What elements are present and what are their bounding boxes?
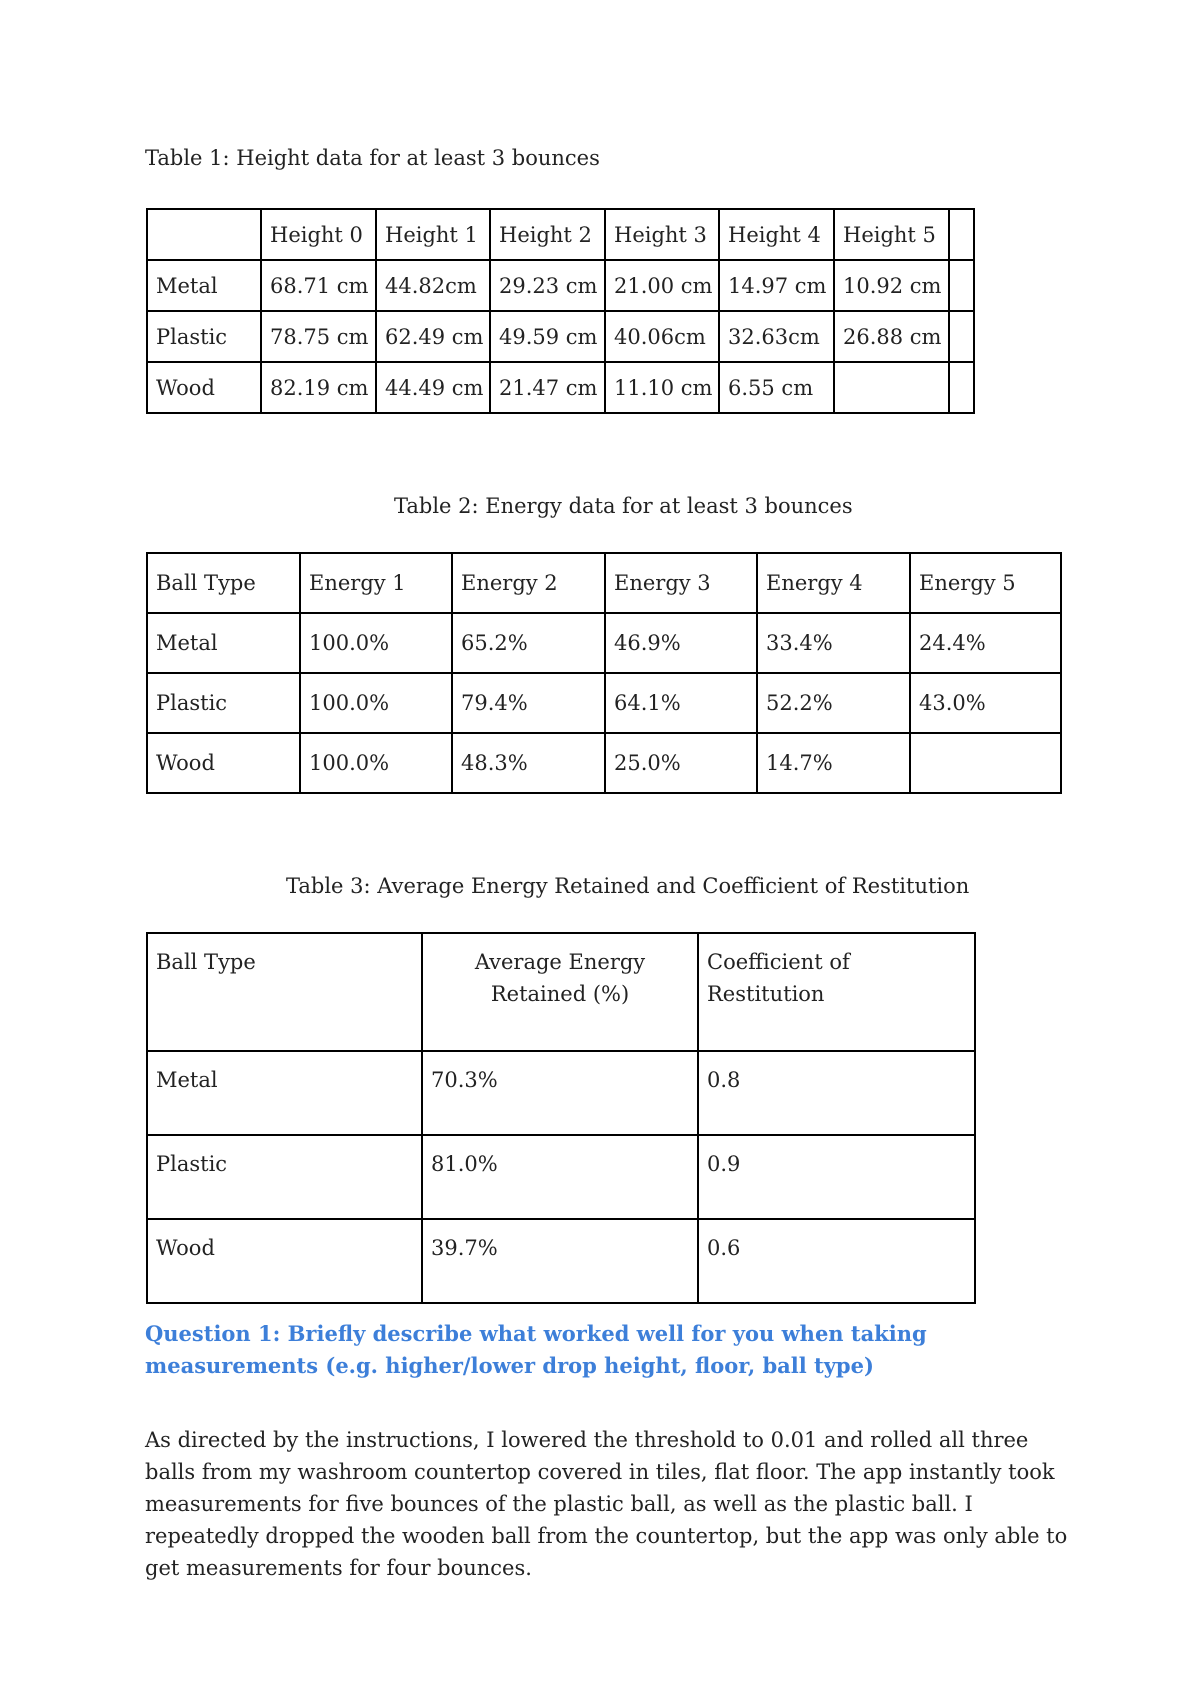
table1-caption: Table 1: Height data for at least 3 bounces: [145, 146, 600, 170]
table-cell: Height 0: [261, 209, 376, 260]
table-cell: 62.49 cm: [376, 311, 490, 362]
table-cell: Metal: [147, 260, 261, 311]
table-cell: 26.88 cm: [834, 311, 949, 362]
table-cell: 65.2%: [452, 613, 605, 673]
table-cell: 33.4%: [757, 613, 910, 673]
table3-body: [147, 933, 975, 1303]
table-header-row: [147, 933, 975, 1051]
table1-body: [147, 209, 974, 413]
table-cell: 44.49 cm: [376, 362, 490, 413]
table-cell: 49.59 cm: [490, 311, 605, 362]
table-cell: 10.92 cm: [834, 260, 949, 311]
table-cell: 39.7%: [422, 1219, 698, 1303]
table-cell: Plastic: [147, 311, 261, 362]
table-cell: 100.0%: [300, 673, 452, 733]
table-cell: Plastic: [147, 1135, 422, 1219]
answer-1: As directed by the instructions, I lowered the threshold to 0.01 and rolled all three balls from my washroom countertop covered in tiles, flat floor. The app instantly took measurements for five bounces of the plastic ball, as well as the plastic ball. I repeatedly dropped the wooden ball from the countertop, but the app was only able to get measurements for four bounces.: [145, 1428, 1068, 1580]
table-cell: Energy 4: [757, 553, 910, 613]
table-cell: 11.10 cm: [605, 362, 719, 413]
energy-data-table: [146, 552, 1062, 794]
table-cell: [949, 260, 974, 311]
table-row: [147, 311, 974, 362]
table-cell: 29.23 cm: [490, 260, 605, 311]
table-cell: 52.2%: [757, 673, 910, 733]
table-row: [147, 1051, 975, 1135]
table-cell: Height 1: [376, 209, 490, 260]
table-cell: Metal: [147, 1051, 422, 1135]
table3-caption: Table 3: Average Energy Retained and Coefficient of Restitution: [286, 874, 970, 898]
table-cell: 70.3%: [422, 1051, 698, 1135]
table-cell: 0.8: [698, 1051, 975, 1135]
table-header-row: [147, 553, 1061, 613]
table-cell: 46.9%: [605, 613, 757, 673]
table-cell: 40.06cm: [605, 311, 719, 362]
table-cell: Wood: [147, 1219, 422, 1303]
table-cell: Height 3: [605, 209, 719, 260]
table-cell: 43.0%: [910, 673, 1061, 733]
table-cell: [834, 362, 949, 413]
table-row: [147, 260, 974, 311]
table-cell: 78.75 cm: [261, 311, 376, 362]
table-cell: Ball Type: [147, 933, 422, 1051]
table-cell: Energy 3: [605, 553, 757, 613]
table-cell: Coefficient of Restitution: [698, 933, 975, 1051]
table-cell: 81.0%: [422, 1135, 698, 1219]
table-cell: [147, 209, 261, 260]
table-cell: 68.71 cm: [261, 260, 376, 311]
table-cell: 0.9: [698, 1135, 975, 1219]
table-cell: 100.0%: [300, 733, 452, 793]
table-cell: Wood: [147, 362, 261, 413]
table-row: [147, 733, 1061, 793]
table-cell: 44.82cm: [376, 260, 490, 311]
table-row: [147, 613, 1061, 673]
table-cell: 64.1%: [605, 673, 757, 733]
table-cell: 14.7%: [757, 733, 910, 793]
table-cell: 14.97 cm: [719, 260, 834, 311]
table-cell: 25.0%: [605, 733, 757, 793]
question-1: Question 1: Briefly describe what worked well for you when taking measurements (e.g. higher/lower drop height, floor, ball type): [145, 1321, 927, 1378]
table-cell: Wood: [147, 733, 300, 793]
table-cell: 100.0%: [300, 613, 452, 673]
table-cell: [949, 311, 974, 362]
table-cell: 79.4%: [452, 673, 605, 733]
table-cell: [949, 209, 974, 260]
table-cell: 6.55 cm: [719, 362, 834, 413]
table-cell: 21.47 cm: [490, 362, 605, 413]
table-row: [147, 362, 974, 413]
table-cell: [910, 733, 1061, 793]
table2-body: [147, 553, 1061, 793]
table-cell: Height 2: [490, 209, 605, 260]
table-cell: 48.3%: [452, 733, 605, 793]
table-cell: 21.00 cm: [605, 260, 719, 311]
table-cell: Energy 5: [910, 553, 1061, 613]
table-cell: 32.63cm: [719, 311, 834, 362]
table-row: [147, 673, 1061, 733]
table-cell: Height 4: [719, 209, 834, 260]
table-cell: 0.6: [698, 1219, 975, 1303]
height-data-table: [146, 208, 975, 414]
energy-restitution-table: [146, 932, 976, 1304]
table-cell: Metal: [147, 613, 300, 673]
table-row: [147, 1219, 975, 1303]
table-cell: 24.4%: [910, 613, 1061, 673]
table2-caption: Table 2: Energy data for at least 3 bounces: [394, 494, 853, 518]
table-cell: Average Energy Retained (%): [422, 933, 698, 1051]
table-cell: 82.19 cm: [261, 362, 376, 413]
table-cell: Energy 1: [300, 553, 452, 613]
table-cell: Energy 2: [452, 553, 605, 613]
table-cell: Ball Type: [147, 553, 300, 613]
table-row: [147, 1135, 975, 1219]
table-cell: [949, 362, 974, 413]
table-cell: Height 5: [834, 209, 949, 260]
table-cell: Plastic: [147, 673, 300, 733]
table-header-row: [147, 209, 974, 260]
